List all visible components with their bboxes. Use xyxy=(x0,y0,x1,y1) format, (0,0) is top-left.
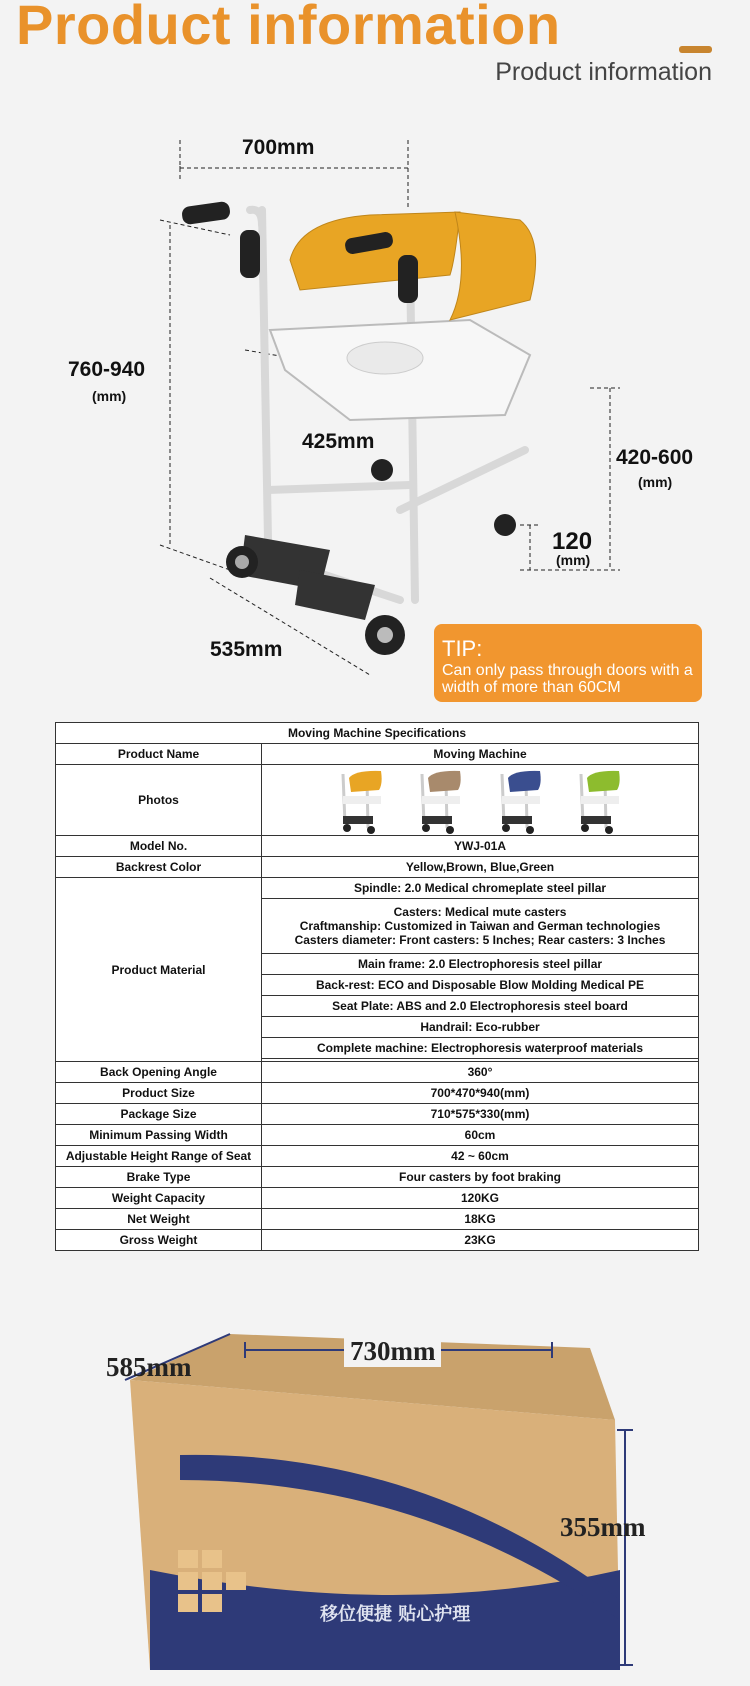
table-row xyxy=(56,1188,699,1209)
material-casters-line2: Craftmanship: Customized in Taiwan and German technologies xyxy=(299,919,661,933)
row-value: 18KG xyxy=(262,1209,699,1230)
row-value: 700*470*940(mm) xyxy=(262,1083,699,1104)
row-value: 360° xyxy=(262,1062,699,1083)
row-label: Gross Weight xyxy=(56,1230,262,1251)
backrest-swatch xyxy=(508,771,541,792)
row-label: Back Opening Angle xyxy=(56,1062,262,1083)
chair-thumb-blue xyxy=(494,766,546,834)
material-label: Product Material xyxy=(56,878,262,1062)
photos-cell xyxy=(262,765,699,836)
table-row xyxy=(56,1125,699,1146)
table-row xyxy=(56,1062,699,1083)
chair-thumb-green xyxy=(573,766,625,834)
width-dimension: 700mm xyxy=(242,136,315,159)
box-height-dimension: 355mm xyxy=(560,1512,646,1542)
material-complete: Complete machine: Electrophoresis waterproof materials xyxy=(262,1038,699,1059)
length-dimension: 535mm xyxy=(210,638,283,661)
page-title: Product information xyxy=(16,0,561,56)
row-label: Product Name xyxy=(56,744,262,765)
table-row xyxy=(56,836,699,857)
row-label: Model No. xyxy=(56,836,262,857)
backrest-swatch xyxy=(349,771,382,792)
table-row xyxy=(56,1230,699,1251)
row-value: 23KG xyxy=(262,1230,699,1251)
photos-label: Photos xyxy=(56,765,262,836)
backrest-swatch xyxy=(428,771,461,792)
table-row xyxy=(56,1146,699,1167)
tip-heading: TIP: xyxy=(442,636,483,661)
material-handrail: Handrail: Eco-rubber xyxy=(262,1017,699,1038)
material-main-frame: Main frame: 2.0 Electrophoresis steel pillar xyxy=(262,954,699,975)
material-casters-line3: Casters diameter: Front casters: 5 Inches; Rear casters: 3 Inches xyxy=(294,933,666,947)
height-unit: (mm) xyxy=(92,388,127,404)
table-row xyxy=(56,744,699,765)
ground-clearance-unit: (mm) xyxy=(556,552,591,568)
tip-box xyxy=(434,624,702,702)
page-subtitle: Product information xyxy=(495,58,712,86)
box-depth-dimension: 585mm xyxy=(106,1352,192,1382)
table-row xyxy=(56,857,699,878)
spec-table xyxy=(55,722,699,1251)
row-value: 120KG xyxy=(262,1188,699,1209)
chair-illustration xyxy=(0,130,750,710)
row-value: Four casters by foot braking xyxy=(262,1167,699,1188)
row-label: Net Weight xyxy=(56,1209,262,1230)
row-label: Backrest Color xyxy=(56,857,262,878)
chair-thumb-brown xyxy=(414,766,466,834)
table-row xyxy=(56,1209,699,1230)
table-row xyxy=(56,878,699,899)
box-width-dimension: 730mm xyxy=(344,1336,441,1367)
row-value: 710*575*330(mm) xyxy=(262,1104,699,1125)
row-value: Yellow,Brown, Blue,Green xyxy=(262,857,699,878)
material-casters xyxy=(262,899,699,954)
backrest-swatch xyxy=(587,771,620,792)
row-value: 42 ~ 60cm xyxy=(262,1146,699,1167)
material-seat-plate: Seat Plate: ABS and 2.0 Electrophoresis steel board xyxy=(262,996,699,1017)
row-label: Package Size xyxy=(56,1104,262,1125)
material-spindle: Spindle: 2.0 Medical chromeplate steel pillar xyxy=(262,878,699,899)
row-value: YWJ-01A xyxy=(262,836,699,857)
row-label: Minimum Passing Width xyxy=(56,1125,262,1146)
seat-height-unit: (mm) xyxy=(638,474,673,490)
seat-height-dimension: 420-600 xyxy=(616,446,694,469)
table-row xyxy=(56,1167,699,1188)
height-dimension: 760-940 xyxy=(68,358,146,381)
row-value: Moving Machine xyxy=(262,744,699,765)
table-row xyxy=(56,765,699,836)
material-casters-line1: Casters: Medical mute casters xyxy=(393,905,567,919)
row-label: Adjustable Height Range of Seat xyxy=(56,1146,262,1167)
chair-thumb-yellow xyxy=(335,766,387,834)
tip-text: Can only pass through doors with a width of more than 60CM xyxy=(442,662,693,696)
row-label: Weight Capacity xyxy=(56,1188,262,1209)
spec-table-title: Moving Machine Specifications xyxy=(56,723,699,744)
table-row xyxy=(56,1083,699,1104)
seat-depth-dimension: 425mm xyxy=(302,430,375,453)
material-back-rest: Back-rest: ECO and Disposable Blow Molding Medical PE xyxy=(262,975,699,996)
table-row xyxy=(56,1104,699,1125)
accent-bar xyxy=(679,46,712,53)
ground-clearance-dimension: 120 xyxy=(552,528,593,555)
row-label: Product Size xyxy=(56,1083,262,1104)
box-print-text: 移位便捷 贴心护理 xyxy=(320,1604,471,1625)
row-label: Brake Type xyxy=(56,1167,262,1188)
row-value: 60cm xyxy=(262,1125,699,1146)
